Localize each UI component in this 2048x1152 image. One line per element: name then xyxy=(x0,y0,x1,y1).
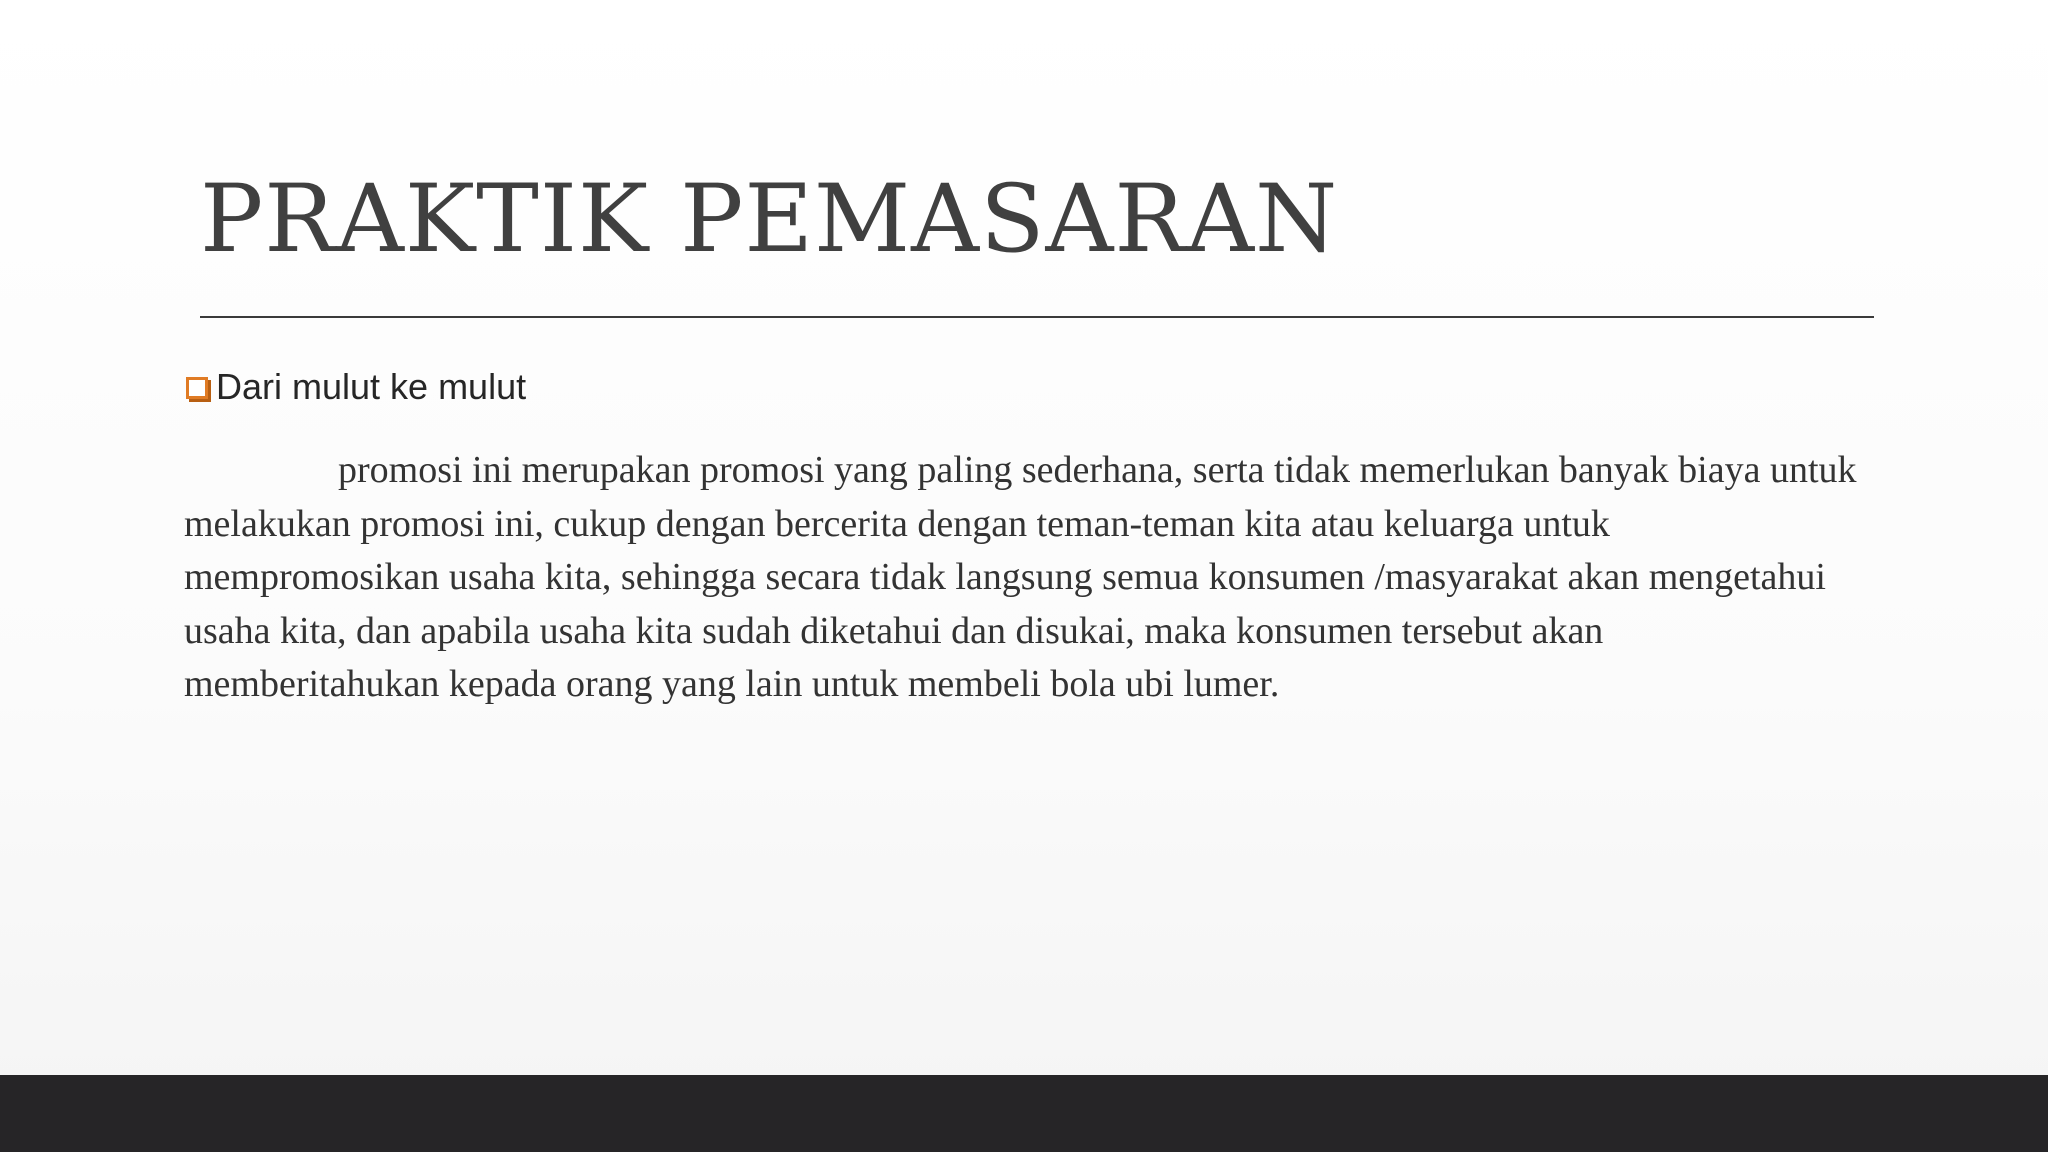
body-paragraph: promosi ini merupakan promosi yang paling sederhana, serta tidak memerlukan banyak biaya untuk melakukan promosi ini, cukup dengan bercerita dengan teman-teman kita atau keluarga untuk mempromosikan usaha kita, sehingga secara tidak langsung semua konsumen /masyarakat akan mengetahui usaha kita, dan apabila usaha kita sudah diketahui dan disukai, maka konsumen tersebut akan memberitahukan kepada orang yang lain untuk membeli bola ubi lumer. xyxy=(184,449,1857,705)
title-divider xyxy=(200,316,1874,318)
checkbox-square-icon xyxy=(186,377,208,399)
bullet-item xyxy=(186,366,526,408)
slide-title: PRAKTIK PEMASARAN xyxy=(200,165,1339,274)
bullet-text: Dari mulut ke mulut xyxy=(216,366,527,407)
footer-bar xyxy=(0,1075,2048,1152)
